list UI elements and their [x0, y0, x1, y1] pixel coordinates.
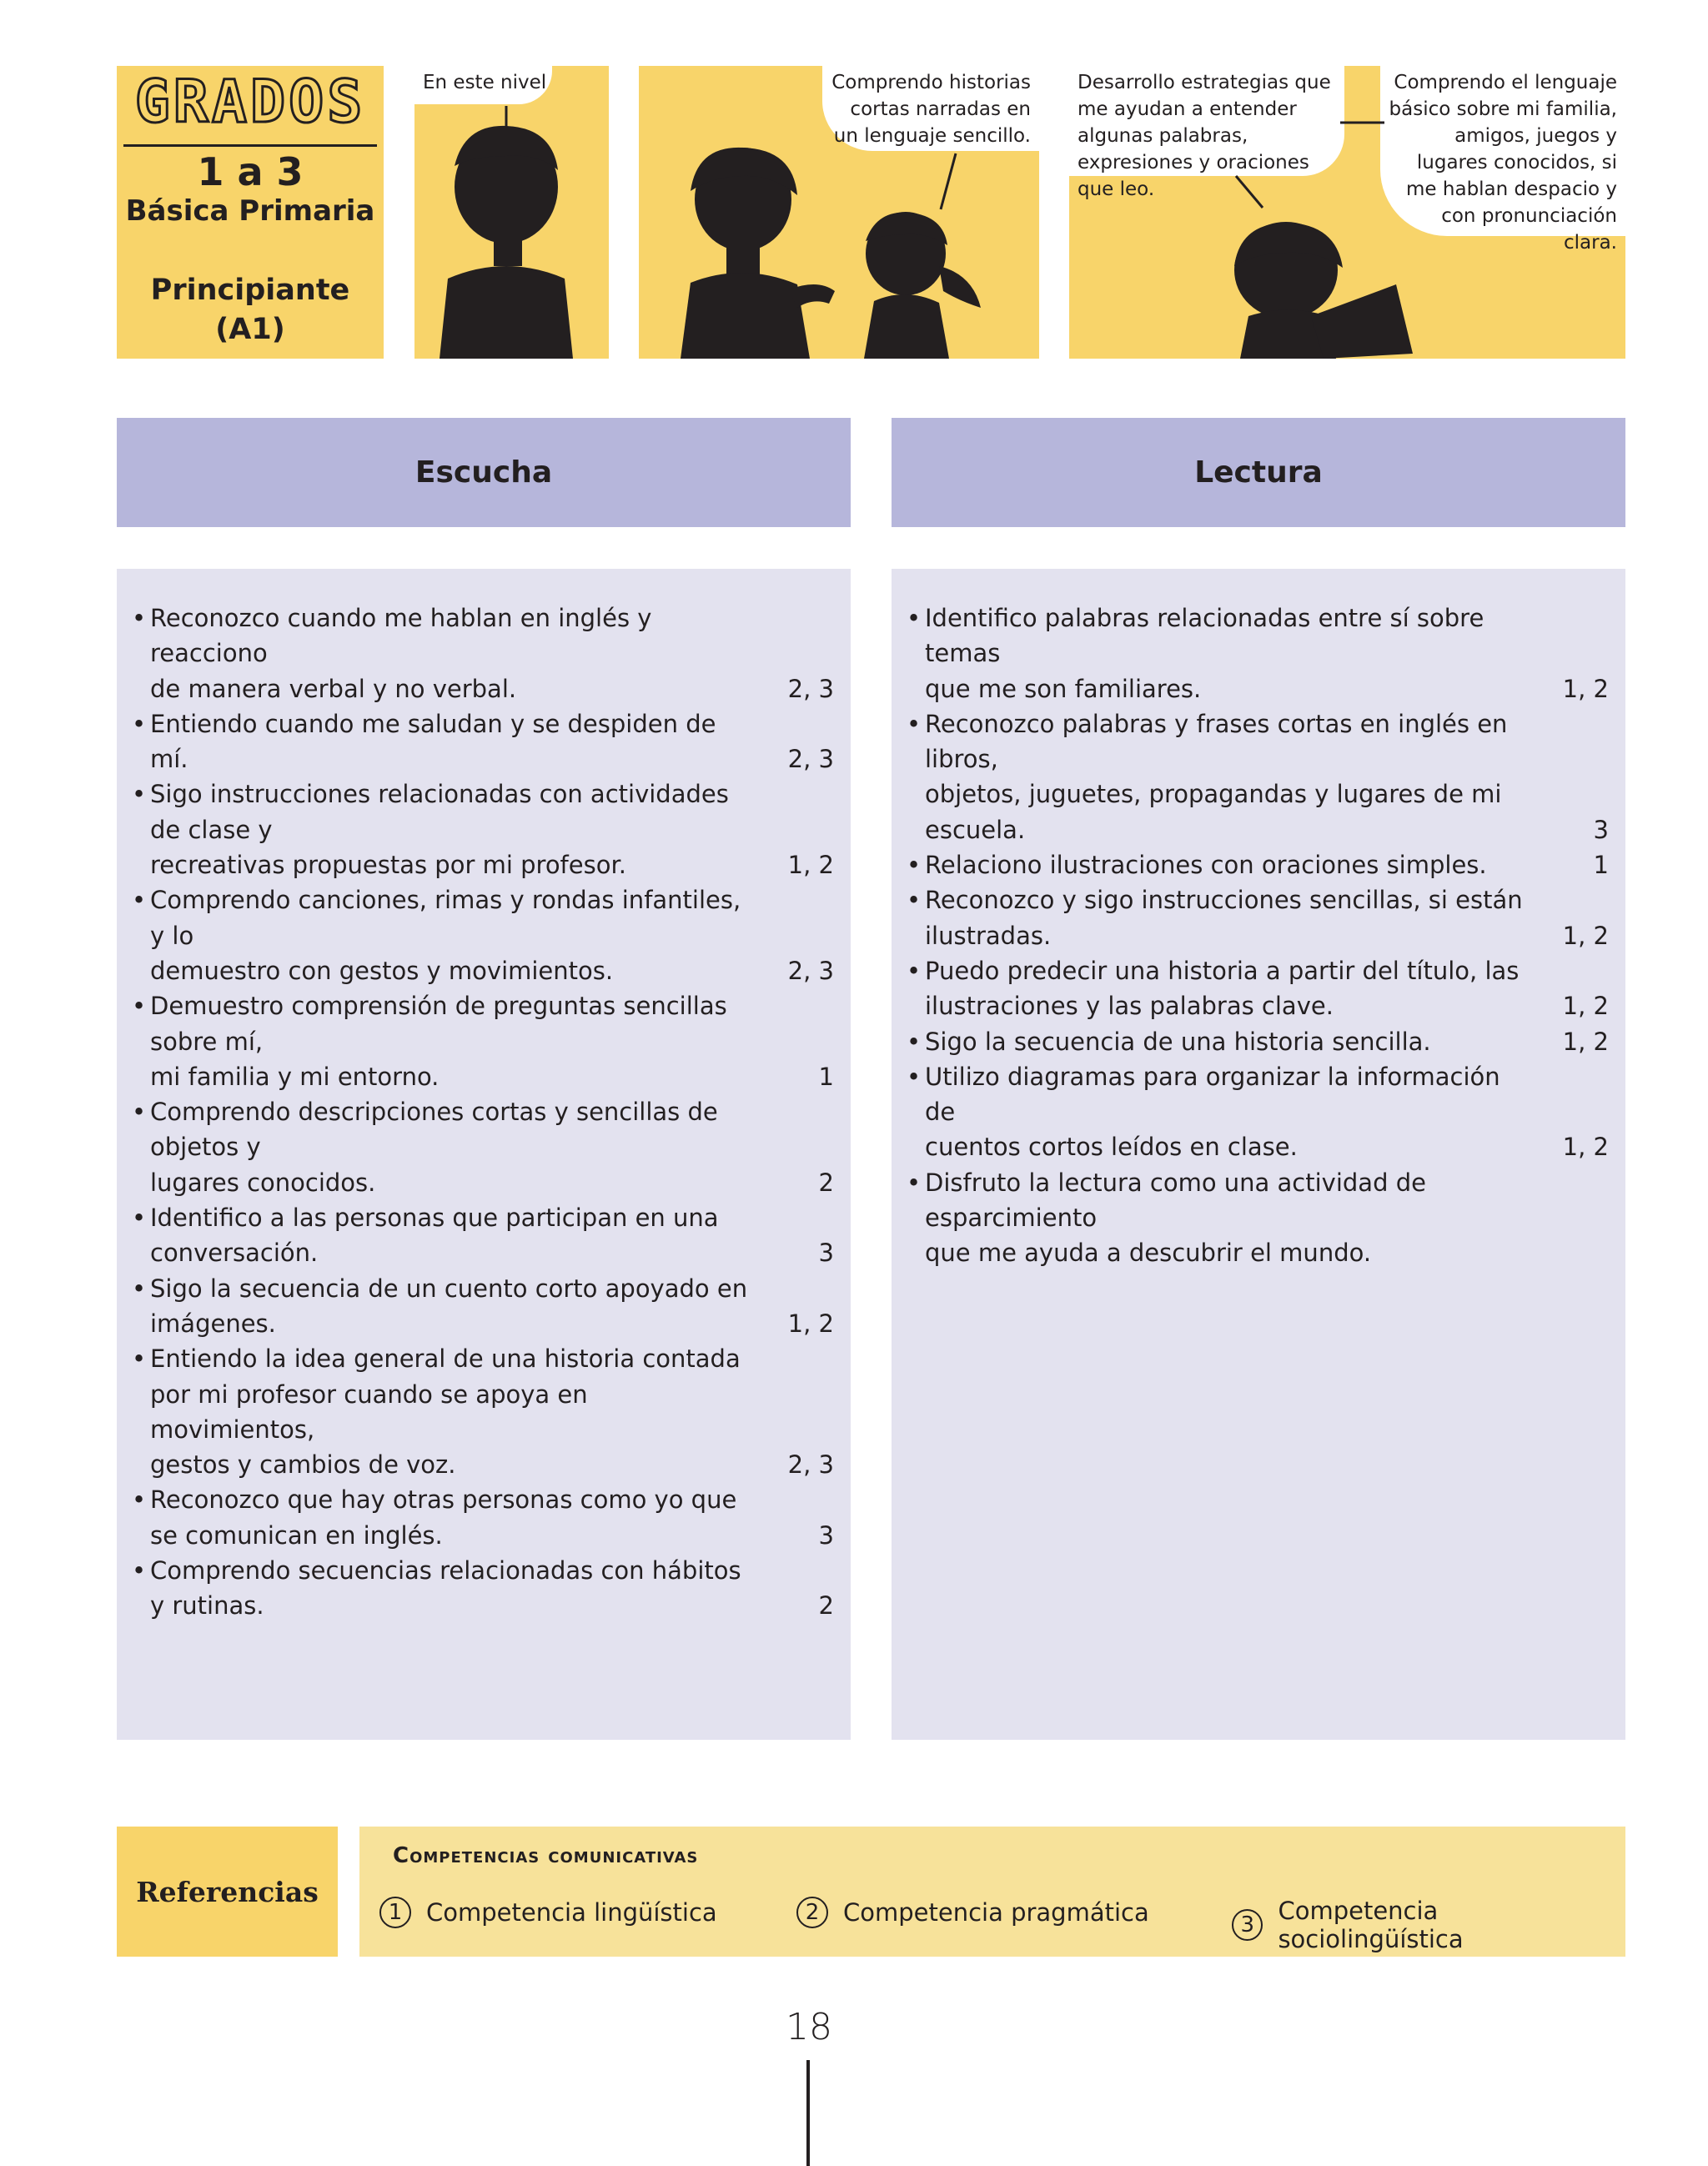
- escucha-item-text: • Entiendo la idea general de una historia contada por mi profesor cuando se apoya en movimientos, gestos y cambios de voz.: [132, 1341, 759, 1482]
- escucha-item-competencies: 2: [818, 1591, 834, 1621]
- escucha-item-text: • Comprendo descripciones cortas y sencillas de objetos y lugares conocidos.: [132, 1094, 759, 1200]
- escucha-item: [132, 1341, 834, 1482]
- speech-bubble-4: Comprendo el lenguaje básico sobre mi familia, amigos, juegos y lugares conocidos, si me hablan despacio y con pronunciación clara.: [1380, 66, 1625, 236]
- speech-bubble-2: Comprendo historias cortas narradas en un lenguaje sencillo.: [822, 66, 1039, 151]
- lectura-item: [907, 1165, 1609, 1271]
- escucha-item: [132, 706, 834, 777]
- proficiency-code: (A1): [215, 313, 285, 346]
- comic-panel-2: [639, 66, 1039, 359]
- escucha-item-text: • Demuestro comprensión de preguntas sencillas sobre mí, mi familia y mi entorno.: [132, 988, 759, 1094]
- escucha-item-text: • Identifico a las personas que participan en una conversación.: [132, 1200, 759, 1271]
- lectura-item: [907, 601, 1609, 706]
- escucha-item-text: • Sigo la secuencia de un cuento corto apoyado en imágenes.: [132, 1271, 759, 1342]
- lectura-item-text: • Identifico palabras relacionadas entre sí sobre temas que me son familiares.: [907, 601, 1534, 706]
- escucha-item-competencies: 3: [818, 1520, 834, 1550]
- escucha-list: [132, 601, 834, 1624]
- proficiency-level: [117, 271, 384, 349]
- escucha-item-text: • Entiendo cuando me saludan y se despiden de mí.: [132, 706, 759, 777]
- escucha-item-text: • Reconozco cuando me hablan en inglés y reacciono de manera verbal y no verbal.: [132, 601, 759, 706]
- lectura-item-competencies: 1, 2: [1562, 992, 1609, 1021]
- comic-panel-3: [1069, 66, 1625, 359]
- page-rule: [806, 2060, 810, 2166]
- lectura-item: [907, 882, 1609, 953]
- lectura-list: [907, 601, 1609, 1271]
- escucha-item-competencies: 3: [818, 1239, 834, 1268]
- reference-label-1: Competencia lingüística: [426, 1898, 717, 1927]
- references-label-box: [117, 1827, 338, 1957]
- escucha-item: [132, 988, 834, 1094]
- escucha-item-competencies: 1, 2: [787, 1309, 834, 1338]
- escucha-item-text: • Comprendo secuencias relacionadas con hábitos y rutinas.: [132, 1553, 759, 1624]
- page-number: 18: [786, 2006, 832, 2048]
- escucha-item-competencies: 1, 2: [787, 851, 834, 880]
- lectura-item-competencies: 3: [1593, 815, 1609, 844]
- proficiency-name: Principiante: [150, 274, 350, 307]
- reference-label-3: Competencia sociolingüística: [1278, 1897, 1464, 1953]
- lectura-column: [892, 569, 1625, 1740]
- bubble-pointers-3: [1069, 66, 1625, 359]
- reference-item-3: [1232, 1897, 1625, 1953]
- lectura-item: [907, 847, 1609, 882]
- grados-title: GRADOS: [134, 68, 366, 136]
- escucha-item: [132, 1271, 834, 1342]
- circled-number-3: 3: [1232, 1909, 1263, 1941]
- lectura-item-competencies: 1, 2: [1562, 1133, 1609, 1162]
- references-label: Referencias: [136, 1875, 319, 1908]
- lectura-item-text: • Disfruto la lectura como una actividad de esparcimiento que me ayuda a descubrir el mundo.: [907, 1165, 1534, 1271]
- lectura-item-text: • Reconozco palabras y frases cortas en inglés en libros, objetos, juguetes, propagandas y lugares de mi escuela.: [907, 706, 1534, 847]
- lectura-header: Lectura: [892, 418, 1625, 527]
- lectura-item: [907, 1059, 1609, 1165]
- lectura-item: [907, 706, 1609, 847]
- lectura-item-text: • Sigo la secuencia de una historia sencilla.: [907, 1024, 1534, 1059]
- escucha-item: [132, 882, 834, 988]
- references-title: Competencias comunicativas: [393, 1843, 699, 1868]
- escucha-item: [132, 1200, 834, 1271]
- escucha-item: [132, 1482, 834, 1553]
- lectura-item-text: • Reconozco y sigo instrucciones sencillas, si están ilustradas.: [907, 882, 1534, 953]
- grade-range: 1 a 3: [197, 149, 304, 194]
- lectura-item-competencies: 1, 2: [1562, 674, 1609, 703]
- circled-number-2: 2: [796, 1897, 828, 1928]
- lectura-item-text: • Puedo predecir una historia a partir del título, las ilustraciones y las palabras clave.: [907, 953, 1534, 1024]
- comic-panel-1: [414, 66, 609, 359]
- escucha-item: [132, 601, 834, 706]
- escucha-item-text: • Comprendo canciones, rimas y rondas infantiles, y lo demuestro con gestos y movimientos.: [132, 882, 759, 988]
- lectura-item-competencies: 1: [1593, 851, 1609, 880]
- school-level: Básica Primaria: [125, 194, 375, 228]
- reference-label-2: Competencia pragmática: [843, 1898, 1149, 1927]
- escucha-item-competencies: 2, 3: [787, 1450, 834, 1480]
- escucha-item-competencies: 2: [818, 1168, 834, 1197]
- references-box: [359, 1827, 1625, 1957]
- escucha-item: [132, 776, 834, 882]
- escucha-item-text: • Sigo instrucciones relacionadas con actividades de clase y recreativas propuestas por mi profesor.: [132, 776, 759, 882]
- lectura-item-competencies: 1, 2: [1562, 1027, 1609, 1056]
- escucha-item: [132, 1094, 834, 1200]
- lectura-item: [907, 1024, 1609, 1059]
- escucha-item-competencies: 2, 3: [787, 674, 834, 703]
- reference-item-2: [796, 1897, 1149, 1928]
- escucha-item: [132, 1553, 834, 1624]
- escucha-column: [117, 569, 851, 1740]
- escucha-item-competencies: 1: [818, 1062, 834, 1091]
- lectura-item-text: • Relaciono ilustraciones con oraciones simples.: [907, 847, 1534, 882]
- speech-bubble-1: En este nivel: [414, 66, 552, 104]
- lectura-item-competencies: 1, 2: [1562, 921, 1609, 950]
- bubble-pointer-1: [414, 66, 609, 359]
- grados-box: [117, 66, 384, 359]
- lectura-item: [907, 953, 1609, 1024]
- escucha-item-competencies: 2, 3: [787, 956, 834, 985]
- escucha-item-text: • Reconozco que hay otras personas como yo que se comunican en inglés.: [132, 1482, 759, 1553]
- reference-item-1: [379, 1897, 717, 1928]
- speech-bubble-3: Desarrollo estrategias que me ayudan a entender algunas palabras, expresiones y oraciones que leo.: [1069, 66, 1344, 176]
- lectura-item-text: • Utilizo diagramas para organizar la información de cuentos cortos leídos en clase.: [907, 1059, 1534, 1165]
- circled-number-1: 1: [379, 1897, 411, 1928]
- bubble-pointer-2: [639, 66, 1039, 359]
- grados-underline: [123, 144, 377, 147]
- escucha-item-competencies: 2, 3: [787, 745, 834, 774]
- escucha-header: Escucha: [117, 418, 851, 527]
